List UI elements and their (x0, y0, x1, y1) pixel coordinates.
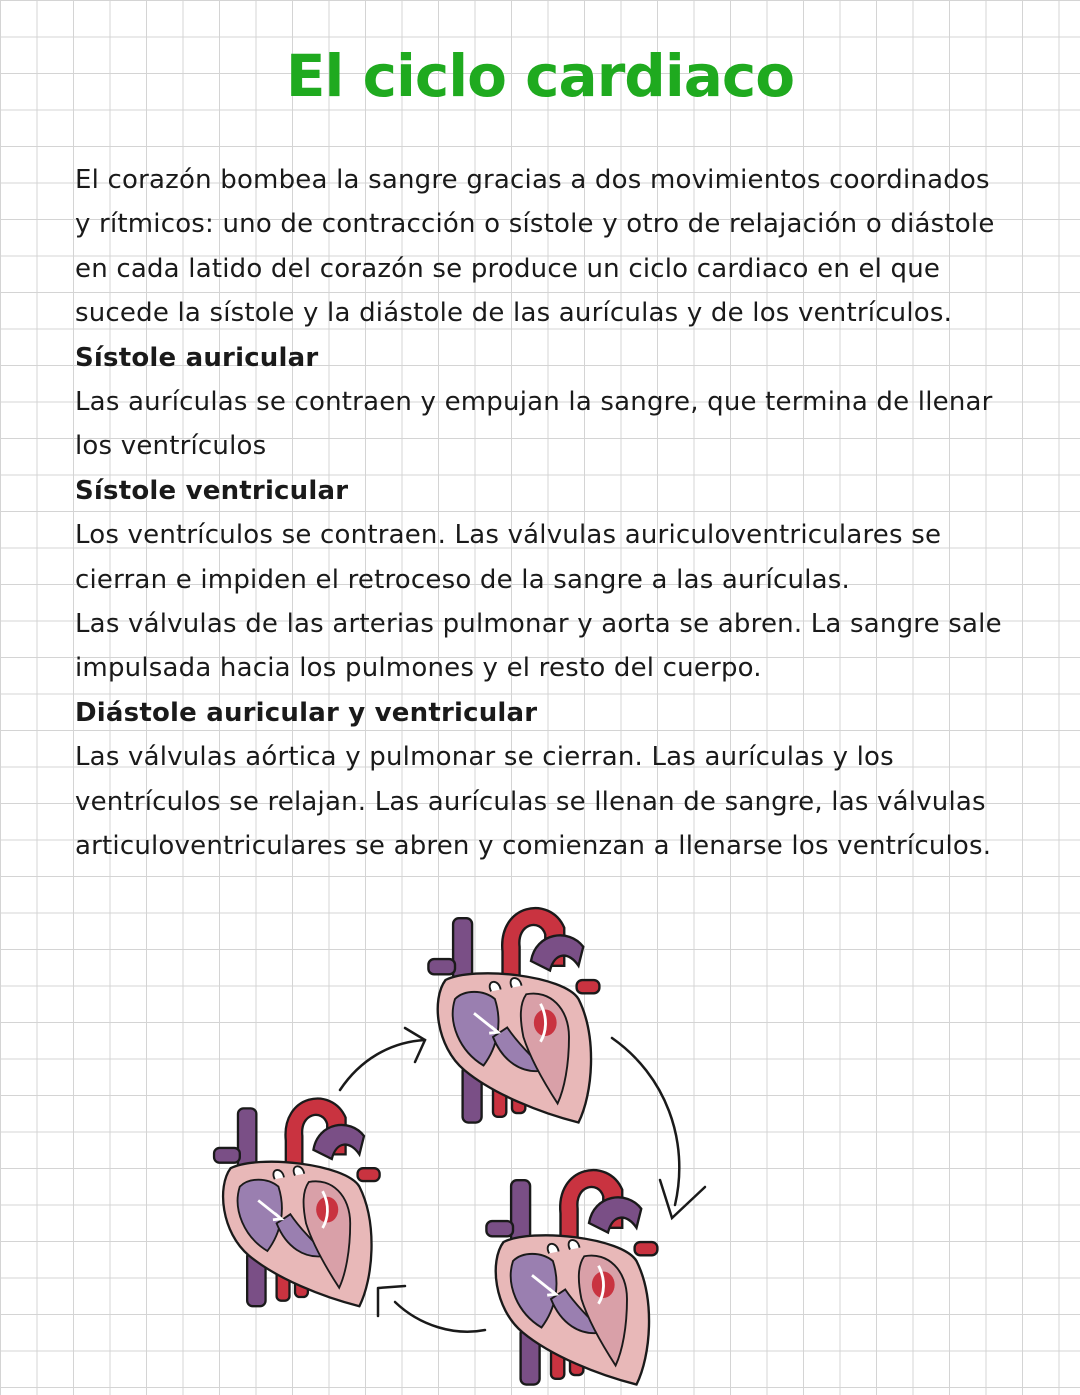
section-heading-sistole-auricular: Sístole auricular (75, 342, 319, 373)
heart-illustration-top (428, 908, 599, 1122)
cycle-arrow-left-to-top (340, 1028, 425, 1090)
section-text-diastole: Las válvulas aórtica y pulmonar se cierran. Las aurículas y los ventrículos se relajan. Las aurículas se llenan de sangre, las válvulas articuloventriculares se abren y comienzan a llenarse los ventrículos. (75, 742, 992, 862)
page-title: El ciclo cardiaco (285, 42, 795, 110)
section-heading-diastole: Diástole auricular y ventricular (75, 697, 538, 728)
section-text-sistole-auricular: Las aurículas se contraen y empujan la sangre, que termina de llenar los ventrículos (75, 387, 993, 462)
heart-illustration-right (486, 1170, 657, 1384)
cycle-arrow-top-to-right (612, 1038, 705, 1218)
section-text-sistole-ventricular-2: Las válvulas de las arterias pulmonar y aorta se abren. La sangre sale impulsada hacia los pulmones y el resto del cuerpo. (75, 609, 1002, 684)
cycle-arrow-right-to-left (378, 1286, 485, 1332)
document-body (75, 158, 1005, 869)
section-text-sistole-ventricular-1: Los ventrículos se contraen. Las válvulas auriculoventriculares se cierran e impiden el retroceso de la sangre a las aurículas. (75, 520, 942, 595)
section-heading-sistole-ventricular: Sístole ventricular (75, 475, 349, 506)
intro-paragraph: El corazón bombea la sangre gracias a dos movimientos coordinados y rítmicos: uno de contracción o sístole y otro de relajación o diástole en cada latido del corazón se produce un ciclo cardiaco en el que sucede la sístole y la diástole de las aurículas y de los ventrículos. (75, 165, 995, 329)
heart-illustration-left (214, 1099, 380, 1307)
cardiac-cycle-diagram (0, 900, 1080, 1395)
